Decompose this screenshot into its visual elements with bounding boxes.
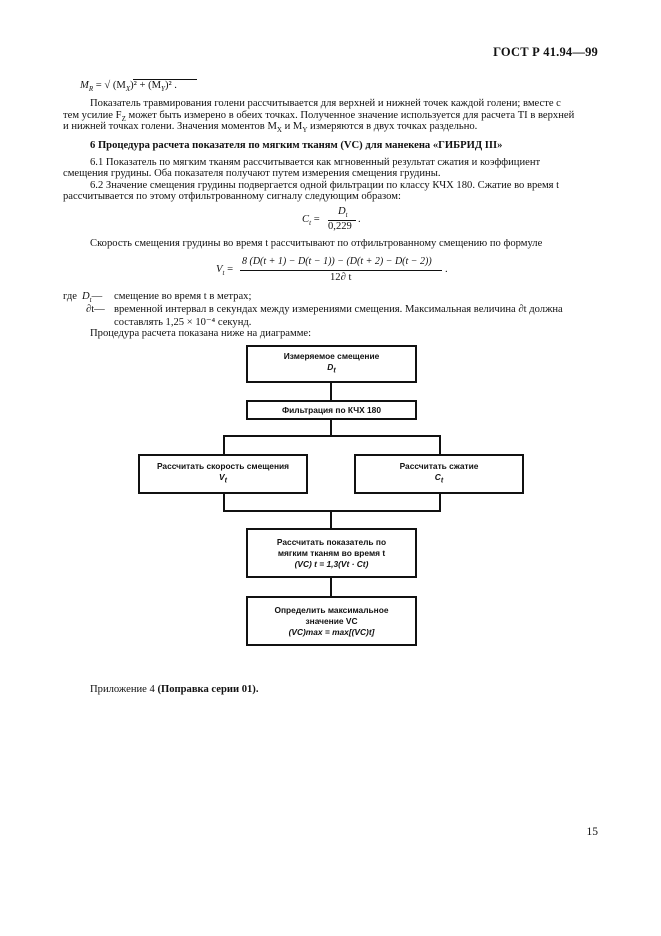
formula-ct-c: C xyxy=(302,214,310,225)
box6-line2: значение VC xyxy=(305,615,358,626)
where-d: D xyxy=(82,291,90,302)
appendix-text: Приложение 4 xyxy=(90,684,155,695)
connector-3 xyxy=(330,510,332,529)
formula-mr-sub1: X xyxy=(125,85,131,94)
box5-line2: мягким тканям во время t xyxy=(277,547,386,558)
formula-ct-c-sub: t xyxy=(309,219,312,228)
appendix-note xyxy=(90,684,259,695)
where-dt-text1: временной интервал в секундах между измерениями смещения. Максимальная величина ∂t должна xyxy=(114,304,563,315)
formula-ct-lhs xyxy=(302,214,320,227)
formula-vt-end: . xyxy=(445,264,448,275)
box1-line1: Измеряемое смещение xyxy=(283,351,380,362)
formula-mr-mid: )² + (M xyxy=(130,80,162,91)
para1-line2-sub: Z xyxy=(121,115,126,124)
para1-line3-rest: измеряются в двух точках раздельно. xyxy=(307,121,478,132)
para1-line3-sub2: Y xyxy=(302,126,308,135)
velocity-intro: Скорость смещения грудины во время t рассчитывают по отфильтрованному смещению по формуле xyxy=(90,238,543,249)
standard-header: ГОСТ Р 41.94—99 xyxy=(493,45,598,59)
formula-mr-end: )² . xyxy=(164,80,177,91)
p61-line1: 6.1 Показатель по мягким тканям рассчитывается как мгновенный результат сжатия и коэффициент xyxy=(90,157,541,168)
para1-line1: Показатель травмирования голени рассчитывается для верхней и нижней точек каждой голени; вместе с xyxy=(90,98,561,109)
formula-mr-rhs: = √ (M xyxy=(95,80,126,91)
formula-mr xyxy=(80,80,177,93)
box5-line3: (VC) t = 1,3(Vt · Ct) xyxy=(294,558,369,569)
box4-ct-sub: t xyxy=(440,477,444,485)
page-number: 15 xyxy=(586,826,598,838)
compression-box xyxy=(354,454,524,494)
formula-vt-bar xyxy=(240,270,442,271)
where-dt-sym: ∂t— xyxy=(86,304,105,315)
p62-line2: рассчитывается по этому отфильтрованному сигналу следующим образом: xyxy=(63,191,401,202)
measured-displacement-box xyxy=(246,345,417,383)
vc-calculation-box xyxy=(246,528,417,578)
where-label: где xyxy=(63,291,77,302)
box4-line2 xyxy=(435,472,443,487)
appendix-bold: (Поправка серии 01). xyxy=(157,684,259,695)
merge-line xyxy=(223,510,441,512)
box1-dt: D xyxy=(327,362,334,373)
formula-mr-lhs-sub: R xyxy=(88,85,94,94)
box3-vt: V xyxy=(219,472,225,483)
para1-line2-a: тем усилие F xyxy=(63,110,122,121)
section6-heading: 6 Процедура расчета показателя по мягким тканям (VC) для манекена «ГИБРИД III» xyxy=(90,140,503,151)
para1-line3-a: и нижней точках голени. Значения моментов M xyxy=(63,121,277,132)
where-d-sub: t xyxy=(89,296,92,305)
para1-line3-mid: и M xyxy=(281,121,303,132)
formula-ct-num xyxy=(338,206,348,219)
formula-mr-sub2: Y xyxy=(161,85,165,94)
where-d-text: смещение во время t в метрах; xyxy=(114,291,252,302)
formula-vt-eq: = xyxy=(227,264,234,275)
formula-vt-v-sub: t xyxy=(222,269,225,278)
box6-line3: (VC)max = max[(VC)t] xyxy=(288,626,375,637)
para1-line3-sub1: X xyxy=(276,126,282,135)
formula-vt-lhs xyxy=(216,264,233,277)
formula-ct-end: . xyxy=(358,214,361,225)
formula-ct-eq: = xyxy=(313,214,320,225)
velocity-box xyxy=(138,454,308,494)
where-dt-symbol xyxy=(82,291,102,304)
connector-right xyxy=(439,435,441,455)
box3-vt-sub: t xyxy=(224,477,227,485)
formula-ct-num-d: D xyxy=(338,206,346,217)
box3-line1: Рассчитать скорость смещения xyxy=(156,461,290,472)
connector-4 xyxy=(330,578,332,596)
filtering-box: Фильтрация по КЧХ 180 xyxy=(246,400,417,420)
box6-line1: Определить максимальное xyxy=(274,604,389,615)
split-line xyxy=(223,435,441,437)
box3-line2 xyxy=(219,472,227,487)
p61-line2: смещения грудины. Оба показателя получают путем измерения смещения грудины. xyxy=(63,168,441,179)
formula-mr-lhs: M xyxy=(80,80,89,91)
formula-vt-v: V xyxy=(216,264,223,275)
formula-vt-den: 12∂ t xyxy=(330,272,352,283)
formula-ct-num-sub: t xyxy=(345,211,348,220)
box4-ct: C xyxy=(434,472,441,483)
box5-line1: Рассчитать показатель по xyxy=(276,536,387,547)
para1-line2-rest: может быть измерено в обеих точках. Полученное значение используется для расчета TI в верхней xyxy=(125,110,575,121)
box4-line1: Рассчитать сжатие xyxy=(399,461,479,472)
sqrt-overline xyxy=(133,79,197,80)
where-dt-text2: составлять 1,25 × 10⁻⁴ секунд. xyxy=(114,317,252,328)
formula-ct-den: 0,229 xyxy=(328,221,352,232)
connector-1 xyxy=(330,383,332,400)
formula-vt-num: 8 (D(t + 1) − D(t − 1)) − (D(t + 2) − D(t − 2)) xyxy=(242,256,432,267)
para1-line3 xyxy=(63,121,477,134)
vc-max-box xyxy=(246,596,417,646)
box1-dt-sub: t xyxy=(333,367,336,375)
p62-line1: 6.2 Значение смещения грудины подвергается одной фильтрации по классу КЧХ 180. Сжатие во время t xyxy=(90,180,560,191)
box1-line2 xyxy=(327,362,335,377)
connector-left xyxy=(223,435,225,455)
diagram-intro: Процедура расчета показана ниже на диаграмме: xyxy=(90,328,312,339)
where-d-dash: — xyxy=(91,291,103,302)
